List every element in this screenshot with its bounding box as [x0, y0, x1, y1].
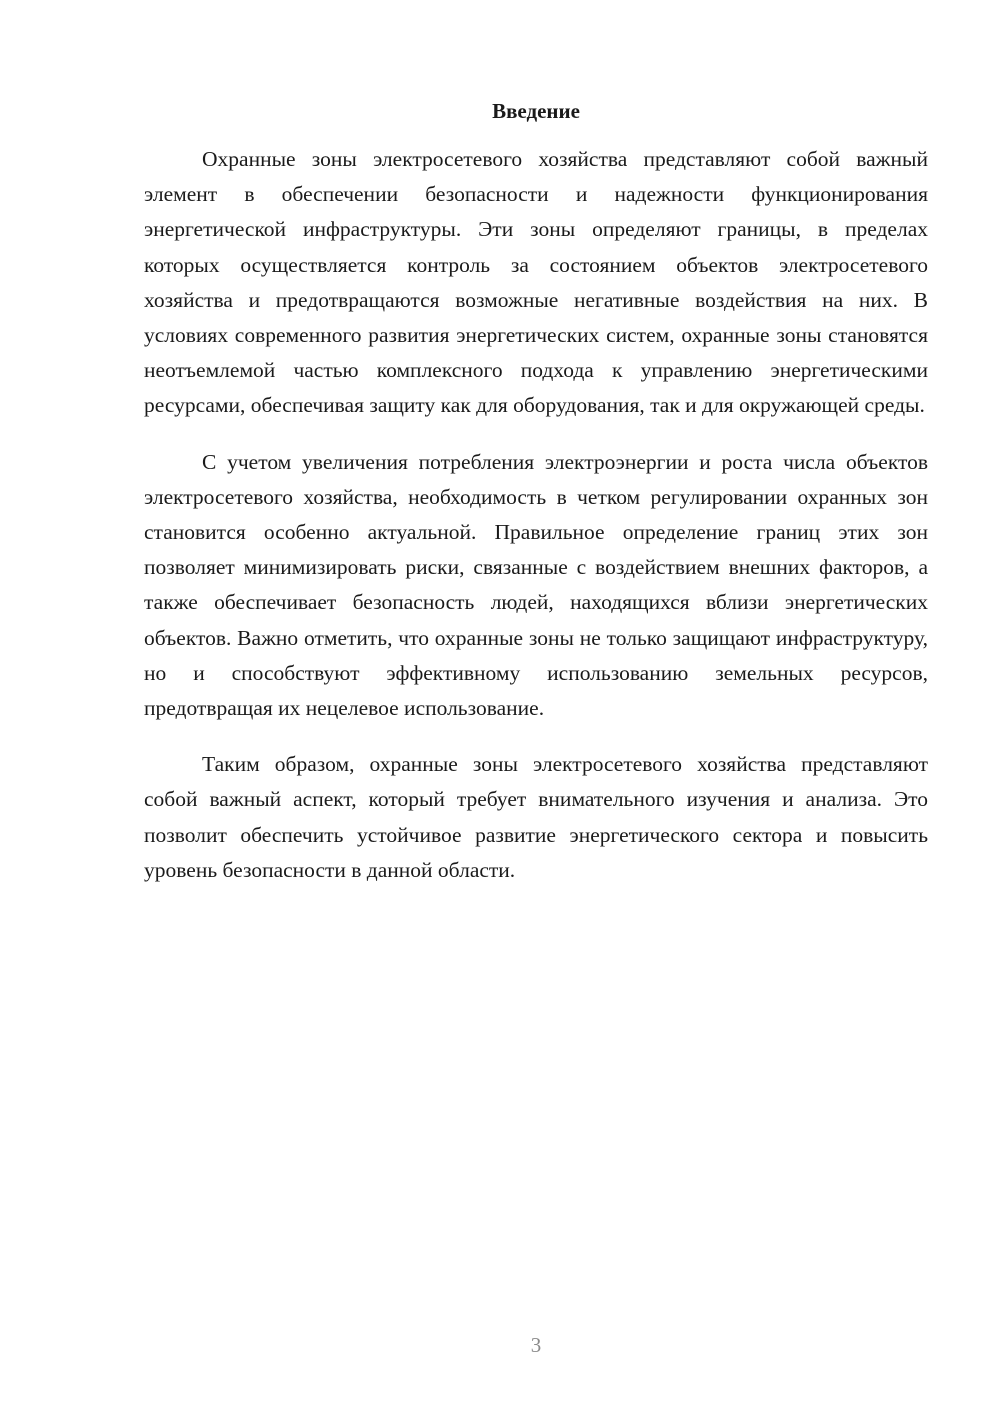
page-number: 3 [530, 1333, 542, 1357]
paragraph-2: С учетом увеличения потребления электроэнергии и роста числа объектов электросетевого хозяйства, необходимость в четком регулировании охранных зон становится особенно актуальной. Правильное определение границ этих зон позволяет минимизировать риски, связанные с воздействием внешних факторов, а также обеспечивает безопасность людей, находящихся вблизи энергетических объектов. Важно отметить, что охранные зоны не только защищают инфраструктуру, но и способствуют эффективному использованию земельных ресурсов, предотвращая их нецелевое использование. [144, 449, 928, 721]
paragraph-1: Охранные зоны электросетевого хозяйства представляют собой важный элемент в обеспечении безопасности и надежности функционирования энергетической инфраструктуры. Эти зоны определяют границы, в пределах которых осуществляется контроль за состоянием объектов электросетевого хозяйства и предотвращаются возможные негативные воздействия на них. В условиях современного развития энергетических систем, охранные зоны становятся неотъемлемой частью комплексного подхода к управлению энергетическими ресурсами, обеспечивая защиту как для оборудования, так и для окружающей среды. [144, 147, 928, 418]
document-body [144, 142, 928, 909]
paragraph-3: Таким образом, охранные зоны электросетевого хозяйства представляют собой важный аспект, который требует внимательного изучения и анализа. Это позволит обеспечить устойчивое развитие энергетического сектора и повысить уровень безопасности в данной области. [144, 752, 928, 882]
page-title: Введение [492, 99, 580, 123]
